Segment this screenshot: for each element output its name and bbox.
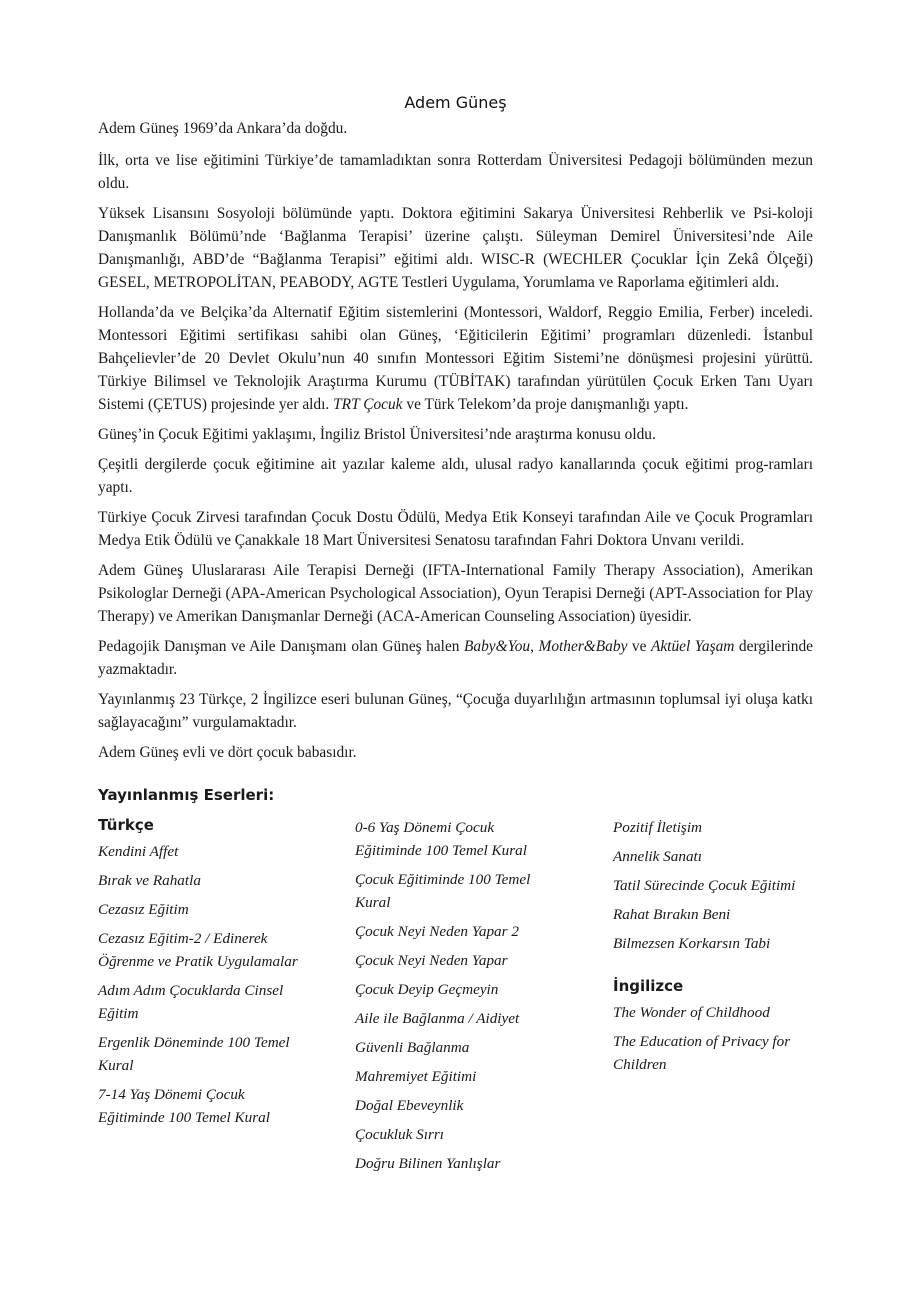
italic-title: Aktüel Yaşam <box>650 638 735 655</box>
italic-title: TRT Çocuk <box>333 396 403 413</box>
turkish-list-2 <box>355 816 560 1175</box>
book-title: Cezasız Eğitim-2 / Edinerek Öğrenme ve Pratik Uygulamalar <box>98 930 298 970</box>
book-title: Ergenlik Döneminde 100 Temel Kural <box>98 1034 290 1074</box>
book-title: Mahremiyet Eğitimi <box>355 1068 477 1085</box>
page <box>98 93 813 1196</box>
author-name: Adem Güneş <box>404 93 507 112</box>
english-heading: İngilizce <box>613 977 684 995</box>
book-title: Bırak ve Rahatla <box>98 872 201 889</box>
book-title: Çocuk Neyi Neden Yapar 2 <box>355 923 519 940</box>
turkish-list-3 <box>613 816 818 955</box>
book-title: Tatil Sürecinde Çocuk Eğitimi <box>613 877 796 894</box>
bio-paragraph: Güneş’in Çocuk Eğitimi yaklaşımı, İngiliz Bristol Üniversitesi’nde araştırma konusu oldu. <box>98 426 656 443</box>
book-title: 7-14 Yaş Dönemi Çocuk Eğitiminde 100 Temel Kural <box>98 1086 270 1126</box>
book-title: Güvenli Bağlanma <box>355 1039 470 1056</box>
bio-paragraph: Türkiye Çocuk Zirvesi tarafından Çocuk Dostu Ödülü, Medya Etik Konseyi tarafından Aile ve Çocuk Programları Medya Etik Ödülü ve Çanakkale 18 Mart Üniversitesi Senatosu tarafından Fahri Doktora Unvanı verildi. <box>98 509 813 549</box>
book-title: Annelik Sanatı <box>613 848 702 865</box>
bio-paragraph: Adem Güneş 1969’da Ankara’da doğdu. <box>98 120 348 137</box>
book-title: Doğal Ebeveynlik <box>355 1097 464 1114</box>
book-title: 0-6 Yaş Dönemi Çocuk Eğitiminde 100 Temel Kural <box>355 819 527 859</box>
bio-paragraph: Yayınlanmış 23 Türkçe, 2 İngilizce eseri bulunan Güneş, “Çocuğa duyarlılığın artmasının toplumsal iyi oluşa katkı sağlayacağını” vurgulamaktadır. <box>98 691 813 731</box>
book-title: Adım Adım Çocuklarda Cinsel Eğitim <box>98 982 284 1022</box>
turkish-heading: Türkçe <box>98 816 154 834</box>
biography <box>98 117 813 764</box>
book-title: Çocuk Deyip Geçmeyin <box>355 981 499 998</box>
book-title: Rahat Bırakın Beni <box>613 906 731 923</box>
book-title: Çocuk Eğitiminde 100 Temel Kural <box>355 871 531 911</box>
bio-paragraph: Adem Güneş Uluslararası Aile Terapisi Derneği (IFTA-International Family Therapy Association), Amerikan Psikologlar Derneği (APA-American Psychological Association), Oyun Terapisi Derneği (APT-Association for Play Therapy) ve Amerikan Danışmanlar Derneği (ACA-American Counseling Association) üyesidir. <box>98 562 813 625</box>
bio-paragraph: Hollanda’da ve Belçika’da Alternatif Eğitim sistemlerini (Montessori, Waldorf, Reggio Emilia, Ferber) inceledi. Montessori Eğitimi sertifikası sahibi olan Güneş, ‘Eğiticilerin Eğitimi’ programları düzenledi. İstanbul Bahçelievler’de 20 Devlet Okulu’nun 40 sınıfın Montessori Eğitim Sistemi’ne dönüşmesi projesini yürüttü. Türkiye Bilimsel ve Teknolojik Araştırma Kurumu (TÜBİTAK) tarafından yürütülen Çocuk Erken Tanı Uyarı Sistemi (ÇETUS) projesinde yer aldı. TRT Çocuk ve Türk Telekom’da proje danışmanlığı yaptı. <box>98 304 813 413</box>
book-title: Aile ile Bağlanma / Aidiyet <box>355 1010 520 1027</box>
book-title: Çocuk Neyi Neden Yapar <box>355 952 508 969</box>
book-title: Bilmezsen Korkarsın Tabi <box>613 935 771 952</box>
book-title: Pozitif İletişim <box>613 819 703 836</box>
italic-title: Baby&You <box>464 638 531 655</box>
bio-paragraph: Çeşitli dergilerde çocuk eğitimine ait yazılar kaleme aldı, ulusal radyo kanallarında çocuk eğitimi prog-ramları yaptı. <box>98 456 813 496</box>
book-title: The Wonder of Childhood <box>613 1004 770 1021</box>
turkish-list-1 <box>98 840 303 1129</box>
english-list <box>613 1001 818 1076</box>
works-heading: Yayınlanmış Eserleri: <box>98 786 275 804</box>
book-title: Kendini Affet <box>98 843 179 860</box>
bio-paragraph: İlk, orta ve lise eğitimini Türkiye’de tamamladıktan sonra Rotterdam Üniversitesi Pedagoji bölümünden mezun oldu. <box>98 152 813 192</box>
works-column-1 <box>98 816 303 1135</box>
book-title: Çocukluk Sırrı <box>355 1126 445 1143</box>
works-column-3 <box>613 816 818 1082</box>
book-title: The Education of Privacy for Children <box>613 1033 791 1073</box>
italic-title: Mother&Baby <box>538 638 628 655</box>
works-columns <box>98 816 813 1196</box>
bio-paragraph: Pedagojik Danışman ve Aile Danışmanı olan Güneş halen Baby&You, Mother&Baby ve Aktüel Yaşam dergilerinde yazmaktadır. <box>98 638 813 678</box>
book-title: Doğru Bilinen Yanlışlar <box>355 1155 501 1172</box>
bio-paragraph: Yüksek Lisansını Sosyoloji bölümünde yaptı. Doktora eğitimini Sakarya Üniversitesi Rehberlik ve Psi-koloji Danışmanlık Bölümü’nde ‘Bağlanma Terapisi’ üzerine çalıştı. Süleyman Demirel Üniversitesi’nde Aile Danışmanlığı, ABD’de “Bağlanma Terapisi” eğitimi aldı. WISC-R (WECHLER Çocuklar İçin Zekâ Ölçeği) GESEL, METROPOLİTAN, PEABODY, AGTE Testleri Uygulama, Yorumlama ve Raporlama eğitimleri aldı. <box>98 205 813 291</box>
bio-paragraph: Adem Güneş evli ve dört çocuk babasıdır. <box>98 744 357 761</box>
works-column-2 <box>355 816 560 1181</box>
book-title: Cezasız Eğitim <box>98 901 189 918</box>
